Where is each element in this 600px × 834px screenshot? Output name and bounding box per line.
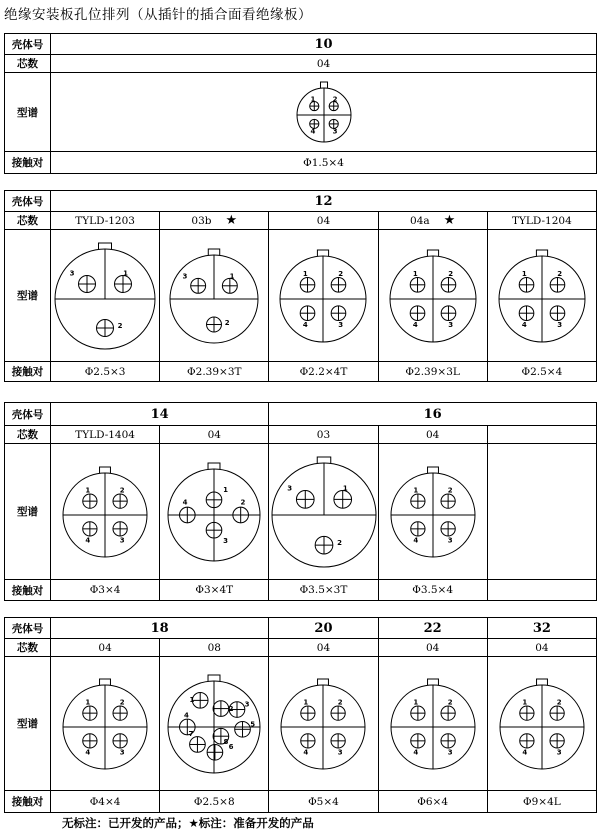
pin-number-label: 3 bbox=[557, 320, 562, 329]
pin-number-label: 3 bbox=[223, 536, 229, 545]
pin-number-label: 1 bbox=[412, 698, 418, 707]
pin-number-label: 1 bbox=[412, 269, 418, 278]
core-count: 04 bbox=[269, 212, 378, 230]
pin-number-label: 2 bbox=[447, 698, 453, 707]
cores-label: 芯数 bbox=[5, 212, 51, 230]
pattern-label: 型谱 bbox=[5, 657, 51, 791]
contact-label: 接触对 bbox=[5, 791, 51, 813]
pin-number-label: 2 bbox=[119, 698, 125, 707]
core-count: 04 bbox=[378, 639, 487, 657]
connector-diagram bbox=[386, 245, 480, 347]
core-count: 04 bbox=[51, 639, 160, 657]
pin-number-label: 7 bbox=[188, 729, 194, 738]
pin-layout-cell bbox=[269, 444, 378, 580]
shell-number: 16 bbox=[269, 403, 597, 426]
pin-number-label: 2 bbox=[240, 498, 246, 507]
shell-number: 14 bbox=[51, 403, 269, 426]
pin-layout-cell bbox=[160, 444, 269, 580]
shell-14-16-table bbox=[4, 402, 597, 601]
contact-spec: Φ3×4T bbox=[160, 580, 269, 601]
pin-number-label: 1 bbox=[303, 269, 309, 278]
contact-spec: Φ3.5×3T bbox=[269, 580, 378, 601]
pin-number-label: 1 bbox=[85, 698, 91, 707]
core-count: TYLD-1204 bbox=[487, 212, 596, 230]
pin-number-label: 2 bbox=[556, 698, 562, 707]
contact-spec: Φ2.39×3T bbox=[160, 362, 269, 382]
pin-number-label: 2 bbox=[447, 269, 453, 278]
pin-number-label: 4 bbox=[182, 498, 188, 507]
shell-number: 18 bbox=[51, 618, 269, 639]
core-count: TYLD-1404 bbox=[51, 426, 160, 444]
contact-spec: Φ3×4 bbox=[51, 580, 160, 601]
pin-number-label: 4 bbox=[85, 535, 91, 544]
contact-spec: Φ1.5×4 bbox=[51, 152, 597, 174]
pin-number-label: 1 bbox=[303, 698, 309, 707]
contact-label: 接触对 bbox=[5, 362, 51, 382]
connector-diagram bbox=[387, 674, 479, 774]
pin-number-label: 4 bbox=[412, 747, 418, 756]
contact-spec: Φ9×4L bbox=[487, 791, 596, 813]
page-title: 绝缘安装板孔位排列（从插针的插合面看绝缘板） bbox=[4, 7, 312, 23]
core-count: 03 bbox=[269, 426, 378, 444]
pin-number-label: 6 bbox=[228, 742, 234, 751]
shell-number: 10 bbox=[51, 34, 597, 55]
pin-number-label: 2 bbox=[338, 698, 344, 707]
connector-diagram bbox=[496, 674, 588, 774]
cores-label: 芯数 bbox=[5, 55, 51, 73]
shell-label: 壳体号 bbox=[5, 403, 51, 426]
pin-number-label: 3 bbox=[119, 747, 125, 756]
shell-18-32-table bbox=[4, 617, 597, 813]
pin-number-label: 3 bbox=[119, 535, 125, 544]
pin-number-label: 2 bbox=[117, 321, 123, 330]
pin-number-label: 1 bbox=[412, 486, 418, 495]
connector-diagram bbox=[164, 670, 264, 778]
pin-number-label: 1 bbox=[521, 269, 527, 278]
core-count: 04 bbox=[487, 639, 596, 657]
core-count: 04 bbox=[378, 426, 487, 444]
empty-cell bbox=[487, 444, 596, 580]
shell-label: 壳体号 bbox=[5, 34, 51, 55]
pin-number-label: 1 bbox=[229, 272, 235, 281]
pin-layout-cell bbox=[160, 230, 269, 362]
connector-diagram bbox=[59, 462, 151, 562]
cores-label: 芯数 bbox=[5, 426, 51, 444]
connector-diagram bbox=[276, 245, 370, 347]
core-count: 04 bbox=[51, 55, 597, 73]
core-count: 04a ★ bbox=[378, 212, 487, 230]
shell-label: 壳体号 bbox=[5, 618, 51, 639]
pin-number-label: 3 bbox=[447, 535, 453, 544]
pin-number-label: 1 bbox=[343, 483, 349, 492]
pin-number-label: 1 bbox=[123, 269, 129, 277]
pin-number-label: 4 bbox=[522, 747, 528, 756]
shell-number: 32 bbox=[487, 618, 596, 639]
core-count: TYLD-1203 bbox=[51, 212, 160, 230]
star-mark: ★ bbox=[225, 213, 238, 228]
pin-layout-cell bbox=[51, 444, 160, 580]
pin-number-label: 1 bbox=[522, 698, 528, 707]
pattern-label: 型谱 bbox=[5, 444, 51, 580]
pin-number-label: 4 bbox=[309, 127, 315, 136]
core-count: 04 bbox=[160, 426, 269, 444]
pin-number-label: 2 bbox=[332, 95, 338, 104]
contact-spec: Φ2.5×4 bbox=[487, 362, 596, 382]
contact-spec: Φ4×4 bbox=[51, 791, 160, 813]
pin-number-label: 1 bbox=[309, 95, 315, 104]
pin-number-label: 2 bbox=[228, 704, 234, 713]
pin-number-label: 3 bbox=[338, 320, 344, 329]
pin-number-label: 1 bbox=[223, 485, 229, 494]
pin-number-label: 4 bbox=[303, 747, 309, 756]
shell-10-table bbox=[4, 33, 597, 174]
contact-spec: Φ2.5×8 bbox=[160, 791, 269, 813]
pin-number-label: 4 bbox=[412, 535, 418, 544]
pattern-label: 型谱 bbox=[5, 73, 51, 152]
pin-number-label: 3 bbox=[244, 700, 250, 708]
contact-spec: Φ2.5×3 bbox=[51, 362, 160, 382]
pin-number-label: 2 bbox=[225, 318, 230, 327]
pin-layout-cell bbox=[160, 657, 269, 791]
pin-number-label: 4 bbox=[412, 320, 418, 329]
connector-diagram bbox=[59, 674, 151, 774]
shell-number: 12 bbox=[51, 191, 597, 212]
pin-layout-cell bbox=[51, 230, 160, 362]
pin-layout-cell bbox=[51, 73, 597, 152]
pin-number-label: 3 bbox=[182, 272, 188, 281]
pin-number-label: 5 bbox=[250, 719, 256, 728]
contact-spec: Φ3.5×4 bbox=[378, 580, 487, 601]
contact-spec: Φ2.39×3L bbox=[378, 362, 487, 382]
pin-number-label: 1 bbox=[189, 695, 195, 704]
pin-layout-cell bbox=[378, 444, 487, 580]
connector-diagram bbox=[269, 452, 379, 572]
cores-label: 芯数 bbox=[5, 639, 51, 657]
pin-number-label: 3 bbox=[338, 747, 344, 756]
shell-label: 壳体号 bbox=[5, 191, 51, 212]
shell-number: 20 bbox=[269, 618, 378, 639]
connector-diagram bbox=[166, 244, 262, 348]
shell-12-table bbox=[4, 190, 597, 382]
pin-layout-cell bbox=[487, 657, 596, 791]
contact-spec: Φ2.2×4T bbox=[269, 362, 378, 382]
pin-number-label: 4 bbox=[303, 320, 309, 329]
pin-number-label: 2 bbox=[447, 486, 453, 495]
pattern-label: 型谱 bbox=[5, 230, 51, 362]
pin-number-label: 3 bbox=[287, 483, 293, 492]
pin-layout-cell bbox=[487, 230, 596, 362]
contact-label: 接触对 bbox=[5, 152, 51, 174]
connector-diagram bbox=[387, 462, 479, 562]
contact-label: 接触对 bbox=[5, 580, 51, 601]
pin-number-label: 4 bbox=[521, 320, 527, 329]
connector-diagram bbox=[164, 458, 264, 566]
connector-diagram bbox=[495, 245, 589, 347]
pin-number-label: 2 bbox=[557, 269, 562, 278]
pin-number-label: 4 bbox=[85, 747, 91, 756]
pin-layout-cell bbox=[378, 230, 487, 362]
star-mark: ★ bbox=[443, 213, 456, 228]
pin-number-label: 3 bbox=[69, 269, 75, 277]
pin-layout-cell bbox=[269, 657, 378, 791]
core-count bbox=[487, 426, 596, 444]
pin-layout-cell bbox=[378, 657, 487, 791]
pin-number-label: 3 bbox=[447, 747, 453, 756]
core-count: 04 bbox=[269, 639, 378, 657]
pin-number-label: 2 bbox=[338, 269, 344, 278]
pin-layout-cell bbox=[269, 230, 378, 362]
shell-number: 22 bbox=[378, 618, 487, 639]
connector-diagram bbox=[52, 238, 158, 354]
connector-diagram bbox=[277, 674, 369, 774]
pin-number-label: 3 bbox=[556, 747, 562, 756]
pin-number-label: 2 bbox=[119, 486, 125, 495]
pin-number-label: 8 bbox=[223, 737, 229, 746]
pin-number-label: 4 bbox=[184, 711, 190, 720]
legend-note: 无标注：已开发的产品；★标注：准备开发的产品 bbox=[62, 816, 314, 830]
pin-number-label: 3 bbox=[332, 127, 338, 136]
core-count: 03b ★ bbox=[160, 212, 269, 230]
contact-spec: Φ6×4 bbox=[378, 791, 487, 813]
core-count: 08 bbox=[160, 639, 269, 657]
contact-spec: Φ5×4 bbox=[269, 791, 378, 813]
connector-diagram bbox=[292, 77, 356, 147]
pin-layout-cell bbox=[51, 657, 160, 791]
pin-number-label: 3 bbox=[447, 320, 453, 329]
contact-spec bbox=[487, 580, 596, 601]
pin-number-label: 2 bbox=[337, 538, 343, 547]
pin-number-label: 1 bbox=[85, 486, 91, 495]
